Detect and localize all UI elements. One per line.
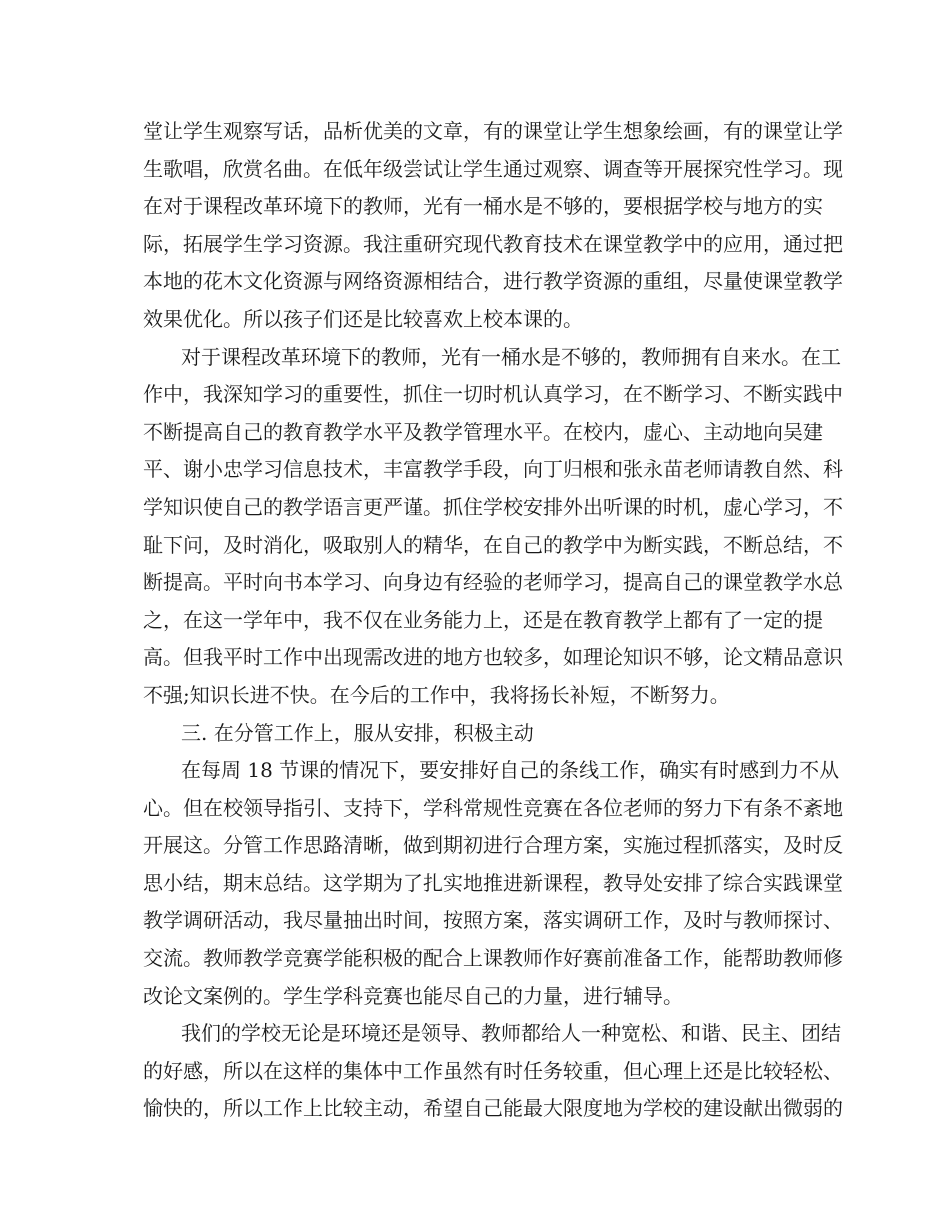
- text-line: 际，拓展学生学习资源。我注重研究现代教育技术在课堂教学中的应用，通过把: [143, 231, 843, 256]
- text-line: 高。但我平时工作中出现需改进的地方也较多，如理论知识不够，论文精品意识: [143, 645, 843, 670]
- text-line: 教学调研活动，我尽量抽出时间，按照方案，落实调研工作，及时与教师探讨、: [143, 908, 843, 933]
- text-line: 生歌唱，欣赏名曲。在低年级尝试让学生通过观察、调查等开展探究性学习。现: [143, 156, 843, 181]
- text-line: 思小结，期末总结。这学期为了扎实地推进新课程，教导处安排了综合实践课堂: [143, 870, 843, 895]
- text-line: 堂让学生观察写话，品析优美的文章，有的课堂让学生想象绘画，有的课堂让学: [143, 119, 843, 143]
- text-line: 效果优化。所以孩子们还是比较喜欢上校本课的。: [143, 306, 583, 331]
- section-heading-management: [143, 715, 801, 753]
- text-line: 心。但在校领导指引、支持下，学科常规性竞赛在各位老师的努力下有条不紊地: [143, 795, 843, 820]
- text-line: 在每周 18 节课的情况下，要安排好自己的条线工作，确实有时感到力不从: [181, 758, 840, 783]
- text-line: 改论文案例的。学生学科竞赛也能尽自己的力量，进行辅导。: [143, 983, 683, 1008]
- document-page: [143, 113, 843, 1128]
- paragraph-school-environment: [143, 1015, 843, 1128]
- text-line: 不强;知识长进不快。在今后的工作中，我将扬长补短，不断努力。: [143, 682, 730, 707]
- text-line: 我们的学校无论是环境还是领导、教师都给人一种宽松、和谐、民主、团结: [181, 1021, 841, 1046]
- text-line: 对于课程改革环境下的教师，光有一桶水是不够的，教师拥有自来水。在工: [181, 344, 841, 369]
- text-line: 断提高。平时向书本学习、向身边有经验的老师学习，提高自己的课堂教学水总: [143, 570, 843, 595]
- text-line: 愉快的，所以工作上比较主动，希望自己能最大限度地为学校的建设献出微弱的: [143, 1096, 843, 1121]
- text-line: 之，在这一学年中，我不仅在业务能力上，还是在教育教学上都有了一定的提: [143, 607, 823, 632]
- text-line: 交流。教师教学竞赛学能积极的配合上课教师作好赛前准备工作，能帮助教师修: [143, 946, 843, 971]
- text-line: 耻下问，及时消化，吸取别人的精华，在自己的教学中为断实践，不断总结，不: [143, 532, 843, 557]
- paragraph-management-work: [143, 752, 843, 1015]
- text-line: 学知识使自己的教学语言更严谨。抓住学校安排外出听课的时机，虚心学习，不: [143, 494, 843, 519]
- text-line: 不断提高自己的教育教学水平及教学管理水平。在校内，虚心、主动地向吴建: [143, 419, 823, 444]
- text-line: 本地的花木文化资源与网络资源相结合，进行教学资源的重组，尽量使课堂教学: [143, 269, 843, 294]
- paragraph-curriculum-resources: [143, 113, 843, 339]
- text-line: 开展这。分管工作思路清晰，做到期初进行合理方案，实施过程抓落实，及时反: [143, 833, 843, 858]
- text-line: 作中，我深知学习的重要性，抓住一切时机认真学习，在不断学习、不断实践中: [143, 382, 843, 407]
- text-line: 平、谢小忠学习信息技术，丰富教学手段，向丁归根和张永苗老师请教自然、科: [143, 457, 843, 482]
- paragraph-self-learning: [143, 339, 843, 715]
- text-line: 三. 在分管工作上，服从安排，积极主动: [181, 720, 534, 745]
- text-line: 在对于课程改革环境下的教师，光有一桶水是不够的，要根据学校与地方的实: [143, 194, 823, 219]
- text-line: 的好感，所以在这样的集体中工作虽然有时任务较重，但心理上还是比较轻松、: [143, 1058, 843, 1083]
